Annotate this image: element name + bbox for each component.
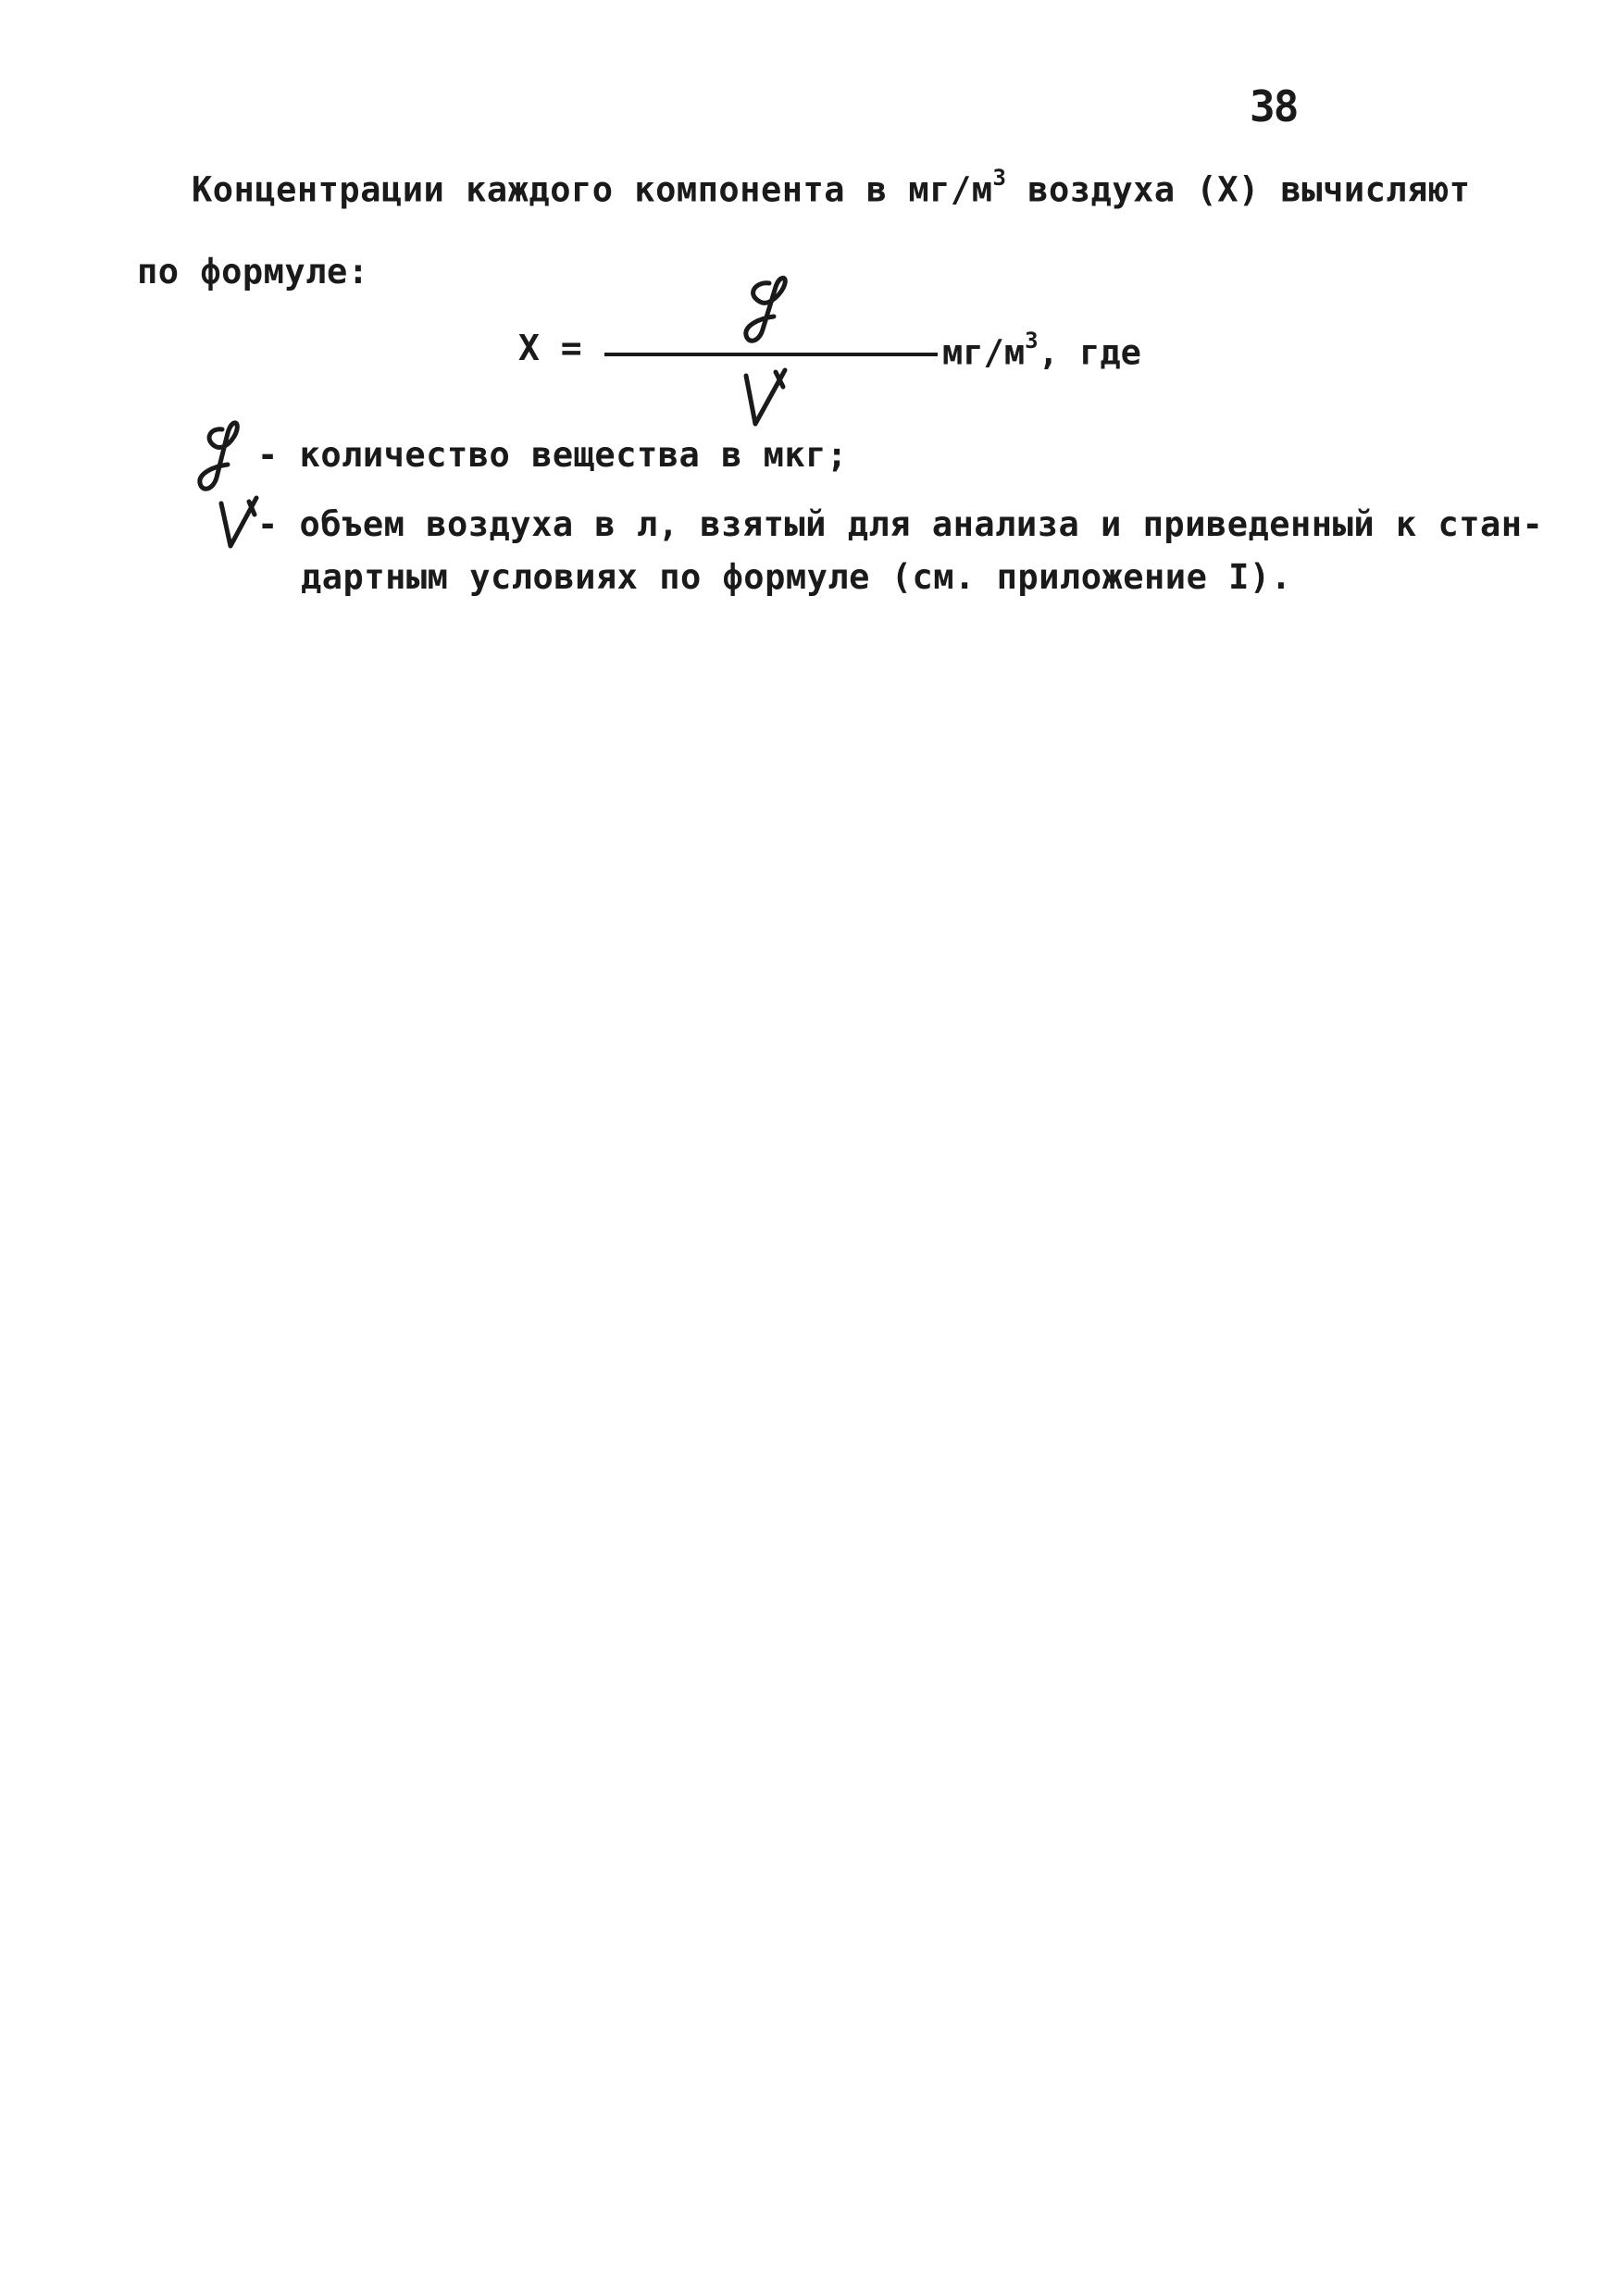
fraction-bar — [604, 353, 938, 356]
definition-v — [190, 490, 1544, 602]
intro-text-start: Концентрации каждого компонента в мг/м — [192, 169, 993, 210]
concentration-formula — [500, 274, 1203, 441]
formula-lhs: Х = — [518, 328, 582, 368]
formula-unit-superscript: 3 — [1025, 328, 1039, 354]
intro-text-end: воздуха (Х) вычисляют — [1006, 169, 1471, 210]
intro-superscript: 3 — [992, 165, 1007, 191]
handwritten-g-icon — [718, 274, 811, 348]
intro-line-2: по формуле: — [137, 252, 369, 292]
definition-v-continuation: дартным условиях по формуле (см. приложение I). — [301, 557, 1292, 597]
definition-v-text: - объем воздуха в л, взятый для анализа и приведенный к стан- — [257, 504, 1544, 544]
formula-unit: мг/м — [942, 332, 1026, 373]
intro-line-1 — [192, 165, 1471, 210]
handwritten-g-icon — [185, 416, 259, 500]
formula-where: , где — [1038, 332, 1141, 373]
definition-g — [185, 416, 1481, 500]
page-number: 38 — [1250, 81, 1298, 131]
definition-g-text: - количество вещества в мкг; — [257, 435, 848, 475]
formula-rhs — [942, 328, 1141, 373]
